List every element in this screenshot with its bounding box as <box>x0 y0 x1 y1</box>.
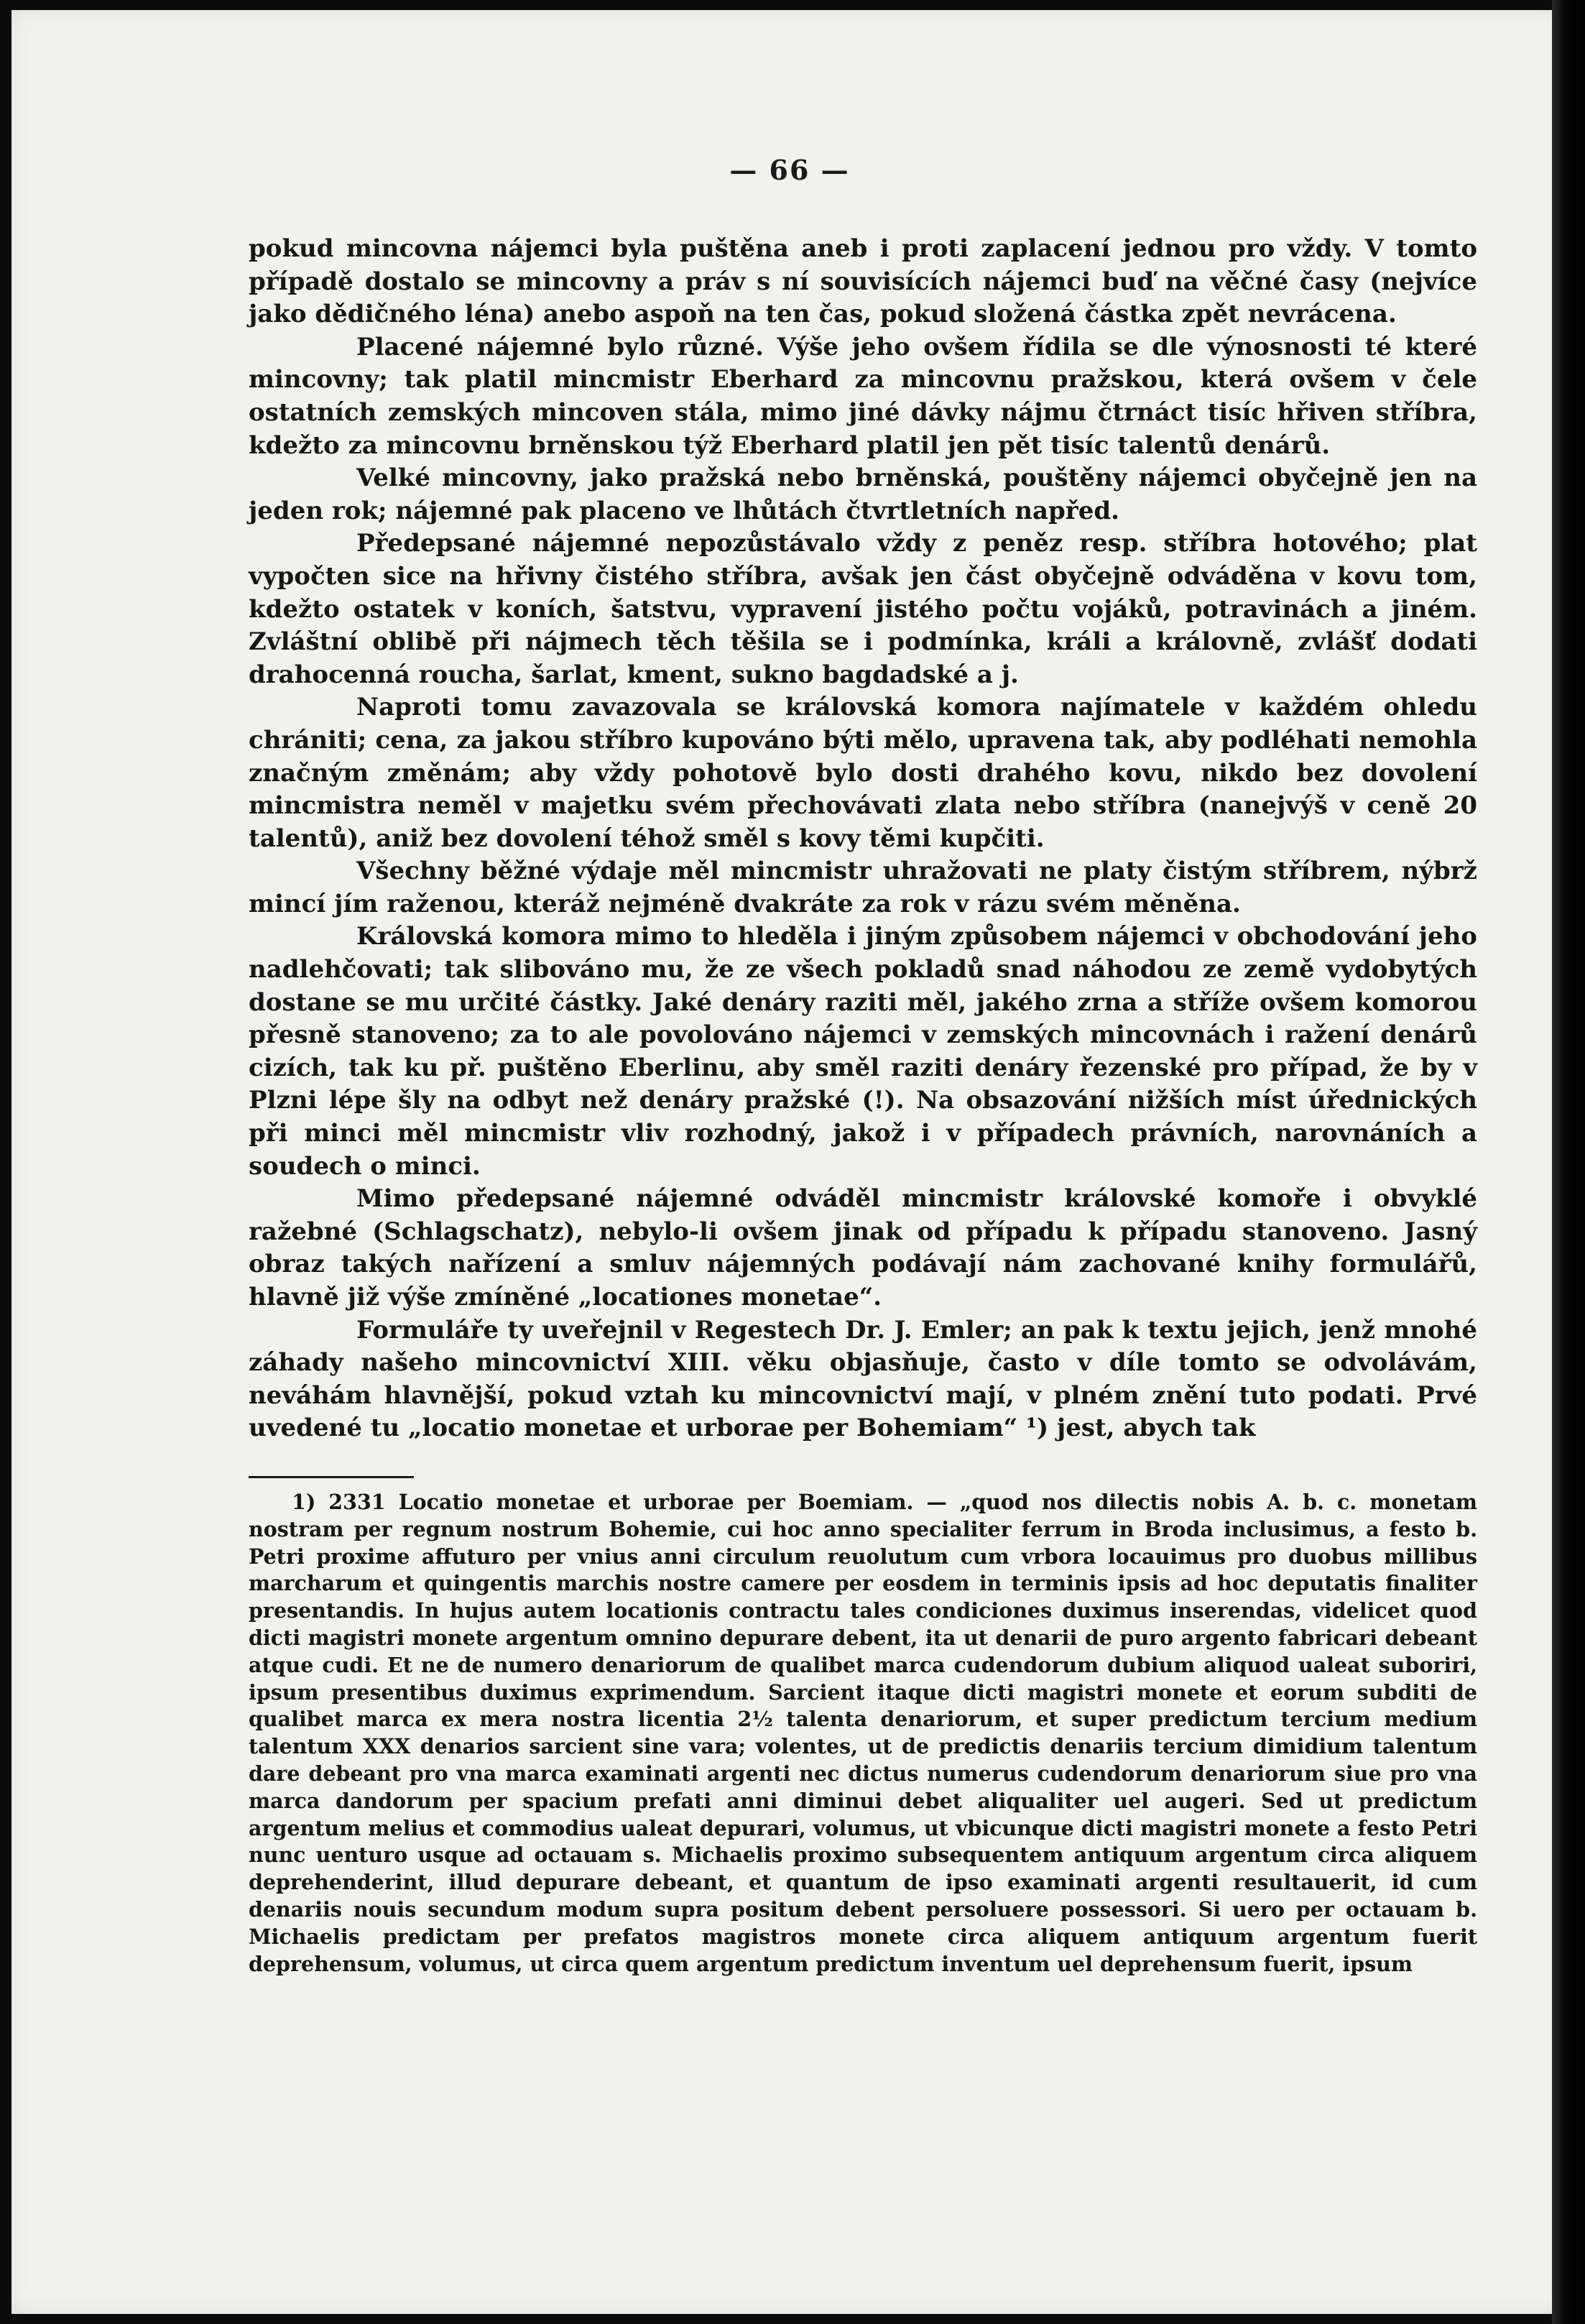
scan-edge-shadow <box>1552 0 1585 2324</box>
paragraph: Naproti tomu zavazovala se královská komora najímatele v každém ohledu chrániti; cena, za jakou stříbro kupováno býti mělo, upravena tak, aby podléhati nemohla značným změnám; aby vždy pohotově bylo dosti drahého kovu, nikdo bez dovolení mincmistra neměl v majetku svém přechovávati zlata nebo stříbra (nanejvýš v ceně 20 talentů), aniž bez dovolení téhož směl s kovy těmi kupčiti. <box>249 693 1477 853</box>
scanned-page <box>11 10 1568 2314</box>
page-number: — 66 — <box>729 154 850 186</box>
paragraph: Placené nájemné bylo různé. Výše jeho ovšem řídila se dle výnosnosti té které mincovny; tak platil mincmistr Eberhard za mincovnu pražskou, která ovšem v čele ostatních zemských mincoven stála, mimo jiné dávky nájmu čtrnáct tisíc hřiven stříbra, kdežto za mincovnu brněnskou týž Eberhard platil jen pět tisíc talentů denárů. <box>249 332 1477 460</box>
paragraph: Všechny běžné výdaje měl mincmistr uhražovati ne platy čistým stříbrem, nýbrž mincí jím raženou, kteráž nejméně dvakráte za rok v rázu svém měněna. <box>249 857 1477 918</box>
paragraph: Královská komora mimo to hleděla i jiným způsobem nájemci v obchodování jeho nadlehčovati; tak slibováno mu, že ze všech pokladů snad náhodou ze země vydobytých dostane se mu určité částky. Jaké denáry raziti měl, jakého zrna a stříže ovšem komorou přesně stanoveno; za to ale povolováno nájemci v zemských mincovnách i ražení denárů cizích, tak ku př. puštěno Eberlinu, aby směl raziti denáry řezenské pro případ, že by v Plzni lépe šly na odbyt než denáry pražské (!). Na obsazování nižších míst úřednických při minci měl mincmistr vliv rozhodný, jakož i v případech právních, narovnáních a soudech o minci. <box>249 922 1477 1181</box>
footnote: 1) 2331 Locatio monetae et urborae per Boemiam. — „quod nos dilectis nobis A. b. c. monetam nostram per regnum nostrum Bohemie, cui hoc anno specialiter ferrum in Broda inclusimus, a festo b. Petri proxime affuturo per vnius anni circulum reuolutum cum vrbora locauimus pro duobus millibus marcharum et quingentis marchis nostre camere per eosdem in terminis ipsis ad hoc deputatis finaliter presentandis. In hujus autem locationis contractu tales condiciones duximus inserendas, videlicet quod dicti magistri monete argentum omnino depurare debent, ita ut denarii de puro argento fabricari debeant atque cudi. Et ne de numero denariorum de qualibet marca cudendorum dubium aliquod ualeat suboriri, ipsum presentibus duximus exprimendum. Sarcient itaque dicti magistri monete et eorum subditi de qualibet marca ex mera nostra licentia 2½ talenta denariorum, et super predictum tercium medium talentum XXX denarios sarcient sine vara; volentes, ut de predictis denariis tercium dimidium talentum dare debeant pro vna marca examinati argenti nec dictus numerus cudendorum denariorum siue pro vna marca dandorum per spacium prefati anni diminui debet aliqualiter uel augeri. Sed ut predictum argentum melius et commodius ualeat depurari, volumus, ut vbicunque dicti magistri monete a festo Petri nunc uenturo usque ad octauam s. Michaelis proximo subsequentem antiquum argentum circa aliquem deprehenderint, illud depurare debeant, et quantum de ipso examinati argenti resultauerit, id cum denariis nouis secundum modum supra positum debent persoluere possessori. Si uero per octauam b. Michaelis predictam per prefatos magistros monete circa aliquem antiquum argentum fuerit deprehensum, volumus, ut circa quem argentum predictum inventum uel deprehensum fuerit, ipsum <box>249 1490 1477 1976</box>
body-text <box>249 233 1477 1445</box>
paragraph: Formuláře ty uveřejnil v Regestech Dr. J. Emler; an pak k textu jejich, jenž mnohé záhady našeho mincovnictví XIII. věku objasňuje, často v díle tomto se odvolávám, neváhám hlavnější, pokud vztah ku mincovnictví mají, v plném znění tuto podati. Prvé uvedené tu „locatio monetae et urborae per Bohemiam“ ¹) jest, abych tak <box>249 1315 1477 1443</box>
paragraph: Předepsané nájemné nepozůstávalo vždy z peněz resp. stříbra hotového; plat vypočten sice na hřivny čistého stříbra, avšak jen část obyčejně odváděna v kovu tom, kdežto ostatek v koních, šatstvu, vypravení jistého počtu vojáků, potravinách a jiném. Zvláštní oblibě při nájmech těch těšila se i podmínka, králi a královně, zvlášť dodati drahocenná roucha, šarlat, kment, sukno bagdadské a j. <box>249 529 1477 689</box>
footnote-divider <box>249 1476 414 1478</box>
paragraph: pokud mincovna nájemci byla puštěna aneb i proti zaplacení jednou pro vždy. V tomto případě dostalo se mincovny a práv s ní souvisících nájemci buď na věčné časy (nejvíce jako dědičného léna) anebo aspoň na ten čas, pokud složená částka zpět nevrácena. <box>249 234 1477 329</box>
paragraph: Mimo předepsané nájemné odváděl mincmistr královské komoře i obvyklé ražebné (Schlagschatz), nebylo-li ovšem jinak od případu k případu stanoveno. Jasný obraz takých nařízení a smluv nájemných podávají nám zachované knihy formulářů, hlavně již výše zmíněné „locationes monetae“. <box>249 1184 1477 1311</box>
paragraph: Velké mincovny, jako pražská nebo brněnská, pouštěny nájemci obyčejně jen na jeden rok; nájemné pak placeno ve lhůtách čtvrtletních napřed. <box>249 464 1477 525</box>
footnotes <box>249 1489 1477 1978</box>
